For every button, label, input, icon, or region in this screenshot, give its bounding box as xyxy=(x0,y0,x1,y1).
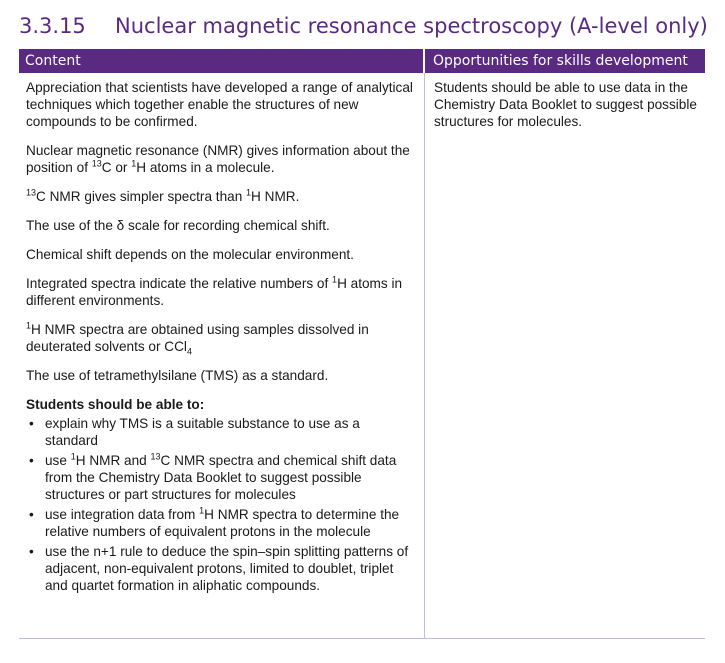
content-paragraph: The use of the δ scale for recording chemical shift. xyxy=(26,218,330,233)
list-item: • use the n+1 rule to deduce the spin–spin splitting patterns of adjacent, non-equivalent protons, limited to doublet, triplet and quartet formation in aliphatic compounds. xyxy=(29,544,409,593)
skills-column xyxy=(426,73,705,638)
content-paragraph: $^1$H NMR spectra are obtained using samples dissolved in deuterated solvents or CCl$_4$ xyxy=(26,320,369,357)
list-item: • explain why TMS is a suitable substance to use as a standard xyxy=(29,416,360,448)
bullet-icon: • xyxy=(29,416,34,431)
section-title: Nuclear magnetic resonance spectroscopy (A-level only) xyxy=(115,14,708,38)
list-item: • use $^1$H NMR and $^{13}$C NMR spectra and chemical shift data from the Chemistry Data Booklet to suggest possible structures or part structures for molecules xyxy=(29,451,397,502)
section-number: 3.3.15 xyxy=(19,14,86,38)
skills-list xyxy=(26,415,416,594)
header-skills: Opportunities for skills development xyxy=(425,49,705,73)
content-column xyxy=(19,73,425,638)
content-paragraph: $^{13}$C NMR gives simpler spectra than $^1$H NMR. xyxy=(26,187,300,204)
content-paragraph: Chemical shift depends on the molecular environment. xyxy=(26,247,354,262)
bullet-icon: • xyxy=(29,453,34,468)
content-paragraph: Appreciation that scientists have developed a range of analytical techniques which together enable the structures of new compounds to be confirmed. xyxy=(26,80,413,129)
content-paragraph: Integrated spectra indicate the relative numbers of $^1$H atoms in different environments. xyxy=(26,274,403,308)
skills-paragraph: Students should be able to use data in the Chemistry Data Booklet to suggest possible structures for molecules. xyxy=(434,80,697,129)
students-heading: Students should be able to: xyxy=(26,397,205,412)
bullet-icon: • xyxy=(29,507,34,522)
table-header xyxy=(19,49,705,73)
header-content: Content xyxy=(19,49,425,73)
content-paragraph: The use of tetramethylsilane (TMS) as a standard. xyxy=(26,368,329,383)
bullet-icon: • xyxy=(29,544,34,559)
content-paragraph: Nuclear magnetic resonance (NMR) gives information about the position of $^{13}$C or $^1$H atoms in a molecule. xyxy=(26,143,410,175)
section-heading xyxy=(19,6,708,46)
spec-table xyxy=(19,49,705,639)
list-item: • use integration data from $^1$H NMR spectra to determine the relative numbers of equivalent protons in the molecule xyxy=(29,505,400,539)
